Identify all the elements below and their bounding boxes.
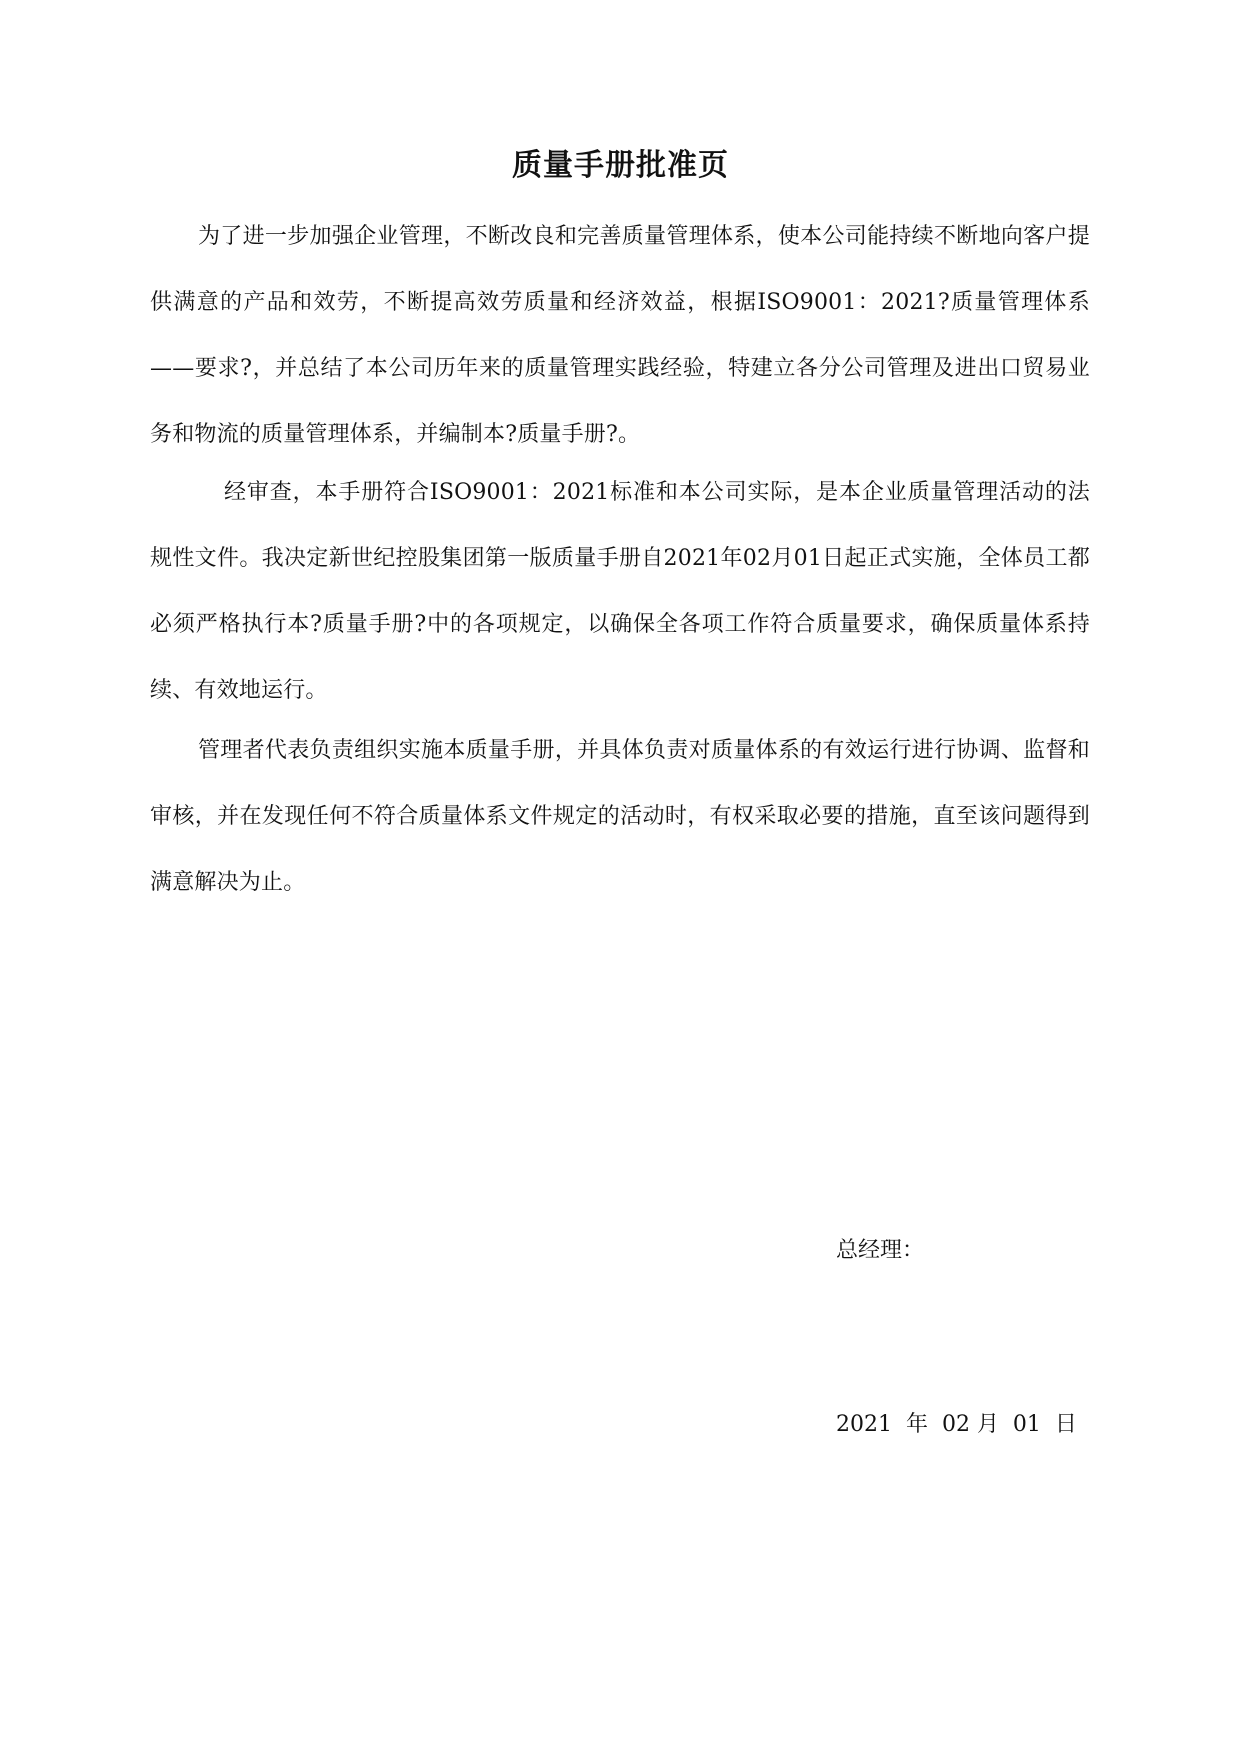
signature-label: 总经理：: [836, 1238, 925, 1263]
paragraph-approval: 经审查，本手册符合ISO9001：2021标准和本公司实际，是本企业质量管理活动的法规性文件。我决定新世纪控股集团第一版质量手册自2021年02月01日起正式实施，全体员工都必须严格执行本?质量手册?中的各项规定，以确保全各项工作符合质量要求，确保质量体系持续、有效地运行。: [150, 480, 1090, 703]
paragraph-purpose: 为了进一步加强企业管理，不断改良和完善质量管理体系，使本公司能持续不断地向客户提供满意的产品和效劳，不断提高效劳质量和经济效益，根据ISO9001：2021?质量管理体系——要求?，并总结了本公司历年来的质量管理实践经验，特建立各分公司管理及进出口贸易业务和物流的质量管理体系，并编制本?质量手册?。: [150, 224, 1090, 447]
signature-date: 2021 年 02 月 01 日: [836, 1412, 1077, 1437]
signature-block: [836, 1106, 1077, 1570]
document-title: 质量手册批准页: [512, 148, 729, 183]
paragraph-responsibility: 管理者代表负责组织实施本质量手册，并具体负责对质量体系的有效运行进行协调、监督和审核，并在发现任何不符合质量体系文件规定的活动时，有权采取必要的措施，直至该问题得到满意解决为止。: [150, 738, 1090, 895]
